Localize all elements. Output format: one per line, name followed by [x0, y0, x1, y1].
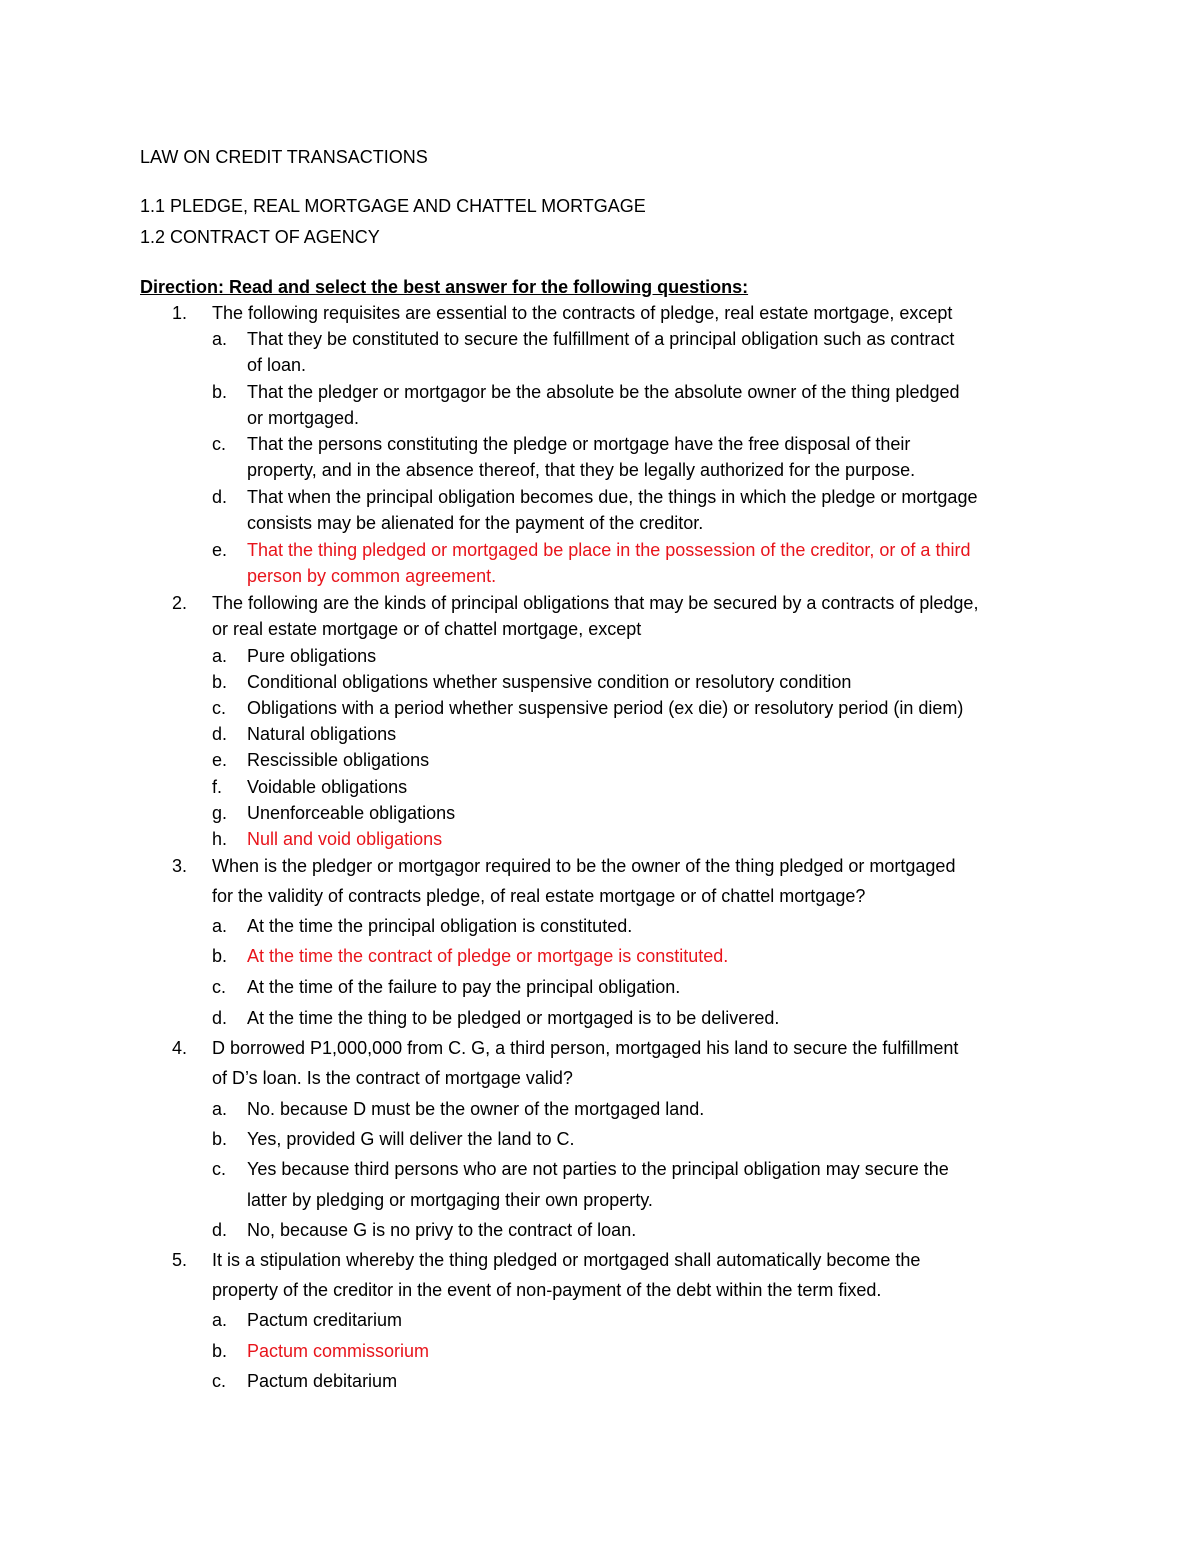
option-text: No. because D must be the owner of the mortgaged land.	[247, 1099, 705, 1119]
option-letter: b.	[212, 946, 228, 966]
option-letter: c.	[212, 977, 227, 997]
option-text: Natural obligations	[247, 724, 397, 744]
question-text: When is the pledger or mortgagor required to be the owner of the thing pledged or mortgaged	[212, 856, 956, 876]
question-number: 3.	[172, 856, 188, 876]
question-text: The following requisites are essential to the contracts of pledge, real estate mortgage, except	[212, 303, 953, 323]
question-number: 4.	[172, 1038, 188, 1058]
topic-1-1: 1.1 PLEDGE, REAL MORTGAGE AND CHATTEL MORTGAGE	[140, 196, 646, 216]
option-text: Voidable obligations	[247, 777, 408, 797]
option-letter: b.	[212, 1341, 228, 1361]
option-letter: d.	[212, 1220, 228, 1240]
option-letter: e.	[212, 750, 228, 770]
option-text: Obligations with a period whether suspensive period (ex die) or resolutory period (in diem)	[247, 698, 964, 718]
option-letter: b.	[212, 382, 228, 402]
option-text: Rescissible obligations	[247, 750, 430, 770]
option-text: At the time the thing to be pledged or mortgaged is to be delivered.	[247, 1008, 780, 1028]
option-letter: d.	[212, 1008, 228, 1028]
option-text: Conditional obligations whether suspensive condition or resolutory condition	[247, 672, 852, 692]
correct-answer-text: That the thing pledged or mortgaged be place in the possession of the creditor, or of a third	[247, 540, 971, 560]
question-text: property of the creditor in the event of non-payment of the debt within the term fixed.	[212, 1280, 882, 1300]
option-letter: a.	[212, 1099, 228, 1119]
option-text: That when the principal obligation becomes due, the things in which the pledge or mortgage	[247, 487, 978, 507]
option-text: of loan.	[247, 355, 307, 375]
option-text: At the time of the failure to pay the principal obligation.	[247, 977, 681, 997]
option-text: No, because G is no privy to the contract of loan.	[247, 1220, 637, 1240]
topic-1-2: 1.2 CONTRACT OF AGENCY	[140, 227, 380, 247]
direction-heading: Direction: Read and select the best answer for the following questions:	[140, 277, 749, 297]
option-letter: h.	[212, 829, 228, 849]
option-letter: g.	[212, 803, 228, 823]
option-letter: b.	[212, 672, 228, 692]
document-title: LAW ON CREDIT TRANSACTIONS	[140, 147, 428, 167]
question-text: It is a stipulation whereby the thing pledged or mortgaged shall automatically become the	[212, 1250, 921, 1270]
option-text: Yes, provided G will deliver the land to C.	[247, 1129, 575, 1149]
option-letter: a.	[212, 916, 228, 936]
option-letter: a.	[212, 1310, 228, 1330]
option-letter: a.	[212, 329, 228, 349]
option-text: Pactum debitarium	[247, 1371, 398, 1391]
option-text: Pure obligations	[247, 646, 377, 666]
question-text: or real estate mortgage or of chattel mortgage, except	[212, 619, 642, 639]
option-text: At the time the principal obligation is constituted.	[247, 916, 633, 936]
option-letter: c.	[212, 1371, 227, 1391]
correct-answer-text: person by common agreement.	[247, 566, 497, 586]
option-letter: d.	[212, 487, 228, 507]
option-letter: e.	[212, 540, 228, 560]
question-number: 5.	[172, 1250, 188, 1270]
option-text: property, and in the absence thereof, that they be legally authorized for the purpose.	[247, 460, 916, 480]
option-text: Unenforceable obligations	[247, 803, 456, 823]
option-text: Pactum creditarium	[247, 1310, 403, 1330]
option-letter: d.	[212, 724, 228, 744]
option-letter: c.	[212, 434, 227, 454]
option-text: That the persons constituting the pledge or mortgage have the free disposal of their	[247, 434, 911, 454]
option-text: latter by pledging or mortgaging their own property.	[247, 1190, 653, 1210]
option-letter: b.	[212, 1129, 228, 1149]
option-letter: c.	[212, 698, 227, 718]
option-text: That they be constituted to secure the fulfillment of a principal obligation such as contract	[247, 329, 955, 349]
option-text: consists may be alienated for the payment of the creditor.	[247, 513, 704, 533]
option-text: or mortgaged.	[247, 408, 360, 428]
correct-answer-text: Pactum commissorium	[247, 1341, 430, 1361]
option-text: Yes because third persons who are not parties to the principal obligation may secure the	[247, 1159, 949, 1179]
question-text: D borrowed P1,000,000 from C. G, a third person, mortgaged his land to secure the fulfillment	[212, 1038, 959, 1058]
question-text: for the validity of contracts pledge, of real estate mortgage or of chattel mortgage?	[212, 886, 866, 906]
option-letter: f.	[212, 777, 223, 797]
option-letter: a.	[212, 646, 228, 666]
correct-answer-text: Null and void obligations	[247, 829, 443, 849]
question-number: 2.	[172, 593, 188, 613]
question-text: of D’s loan. Is the contract of mortgage valid?	[212, 1068, 573, 1088]
question-text: The following are the kinds of principal obligations that may be secured by a contracts of pledge,	[212, 593, 979, 613]
option-text: That the pledger or mortgagor be the absolute be the absolute owner of the thing pledged	[247, 382, 960, 402]
correct-answer-text: At the time the contract of pledge or mortgage is constituted.	[247, 946, 729, 966]
question-number: 1.	[172, 303, 188, 323]
option-letter: c.	[212, 1159, 227, 1179]
